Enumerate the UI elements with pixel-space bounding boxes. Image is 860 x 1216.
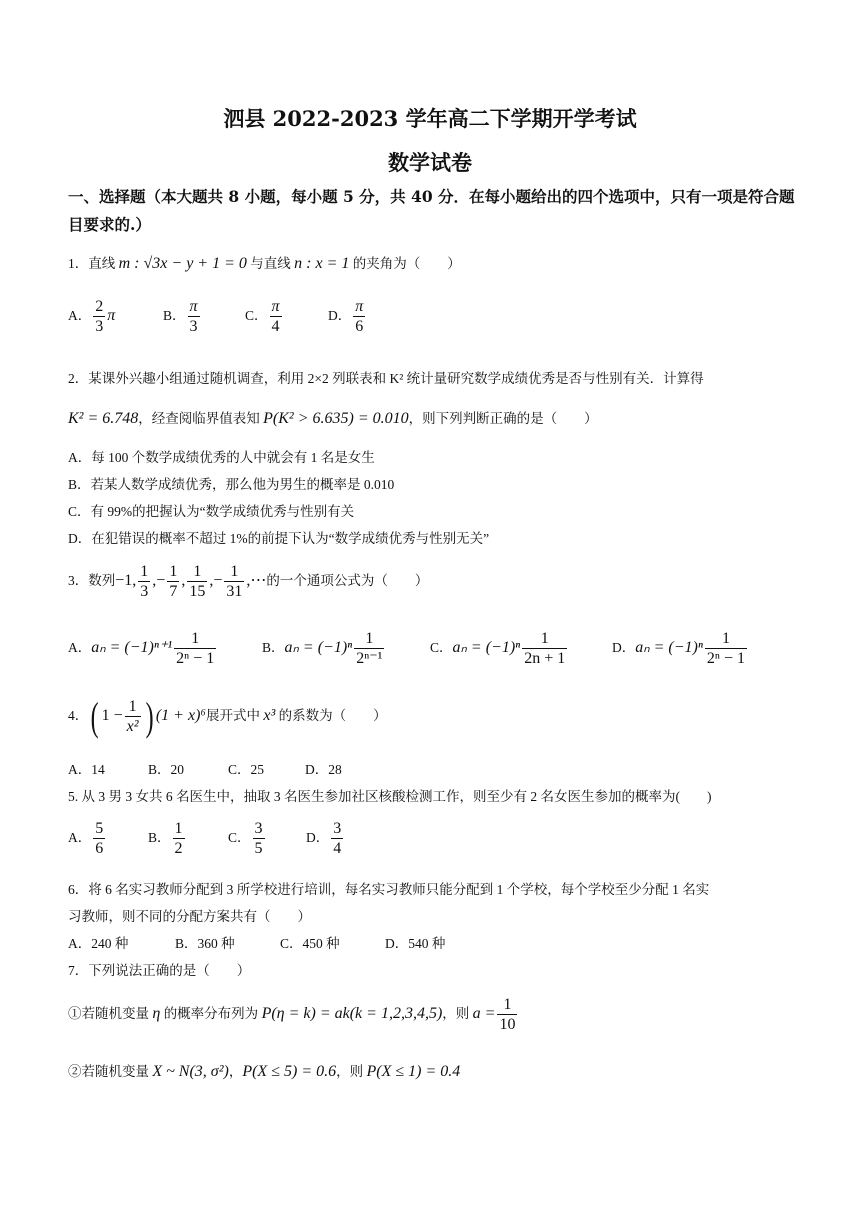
numerator: 1 [193, 563, 202, 580]
q6-option-a: A．240 种 [68, 936, 129, 951]
denominator: 2 [174, 840, 183, 857]
numerator: π [271, 298, 280, 315]
numerator: 1 [721, 630, 730, 647]
option-label: B． [163, 308, 186, 324]
option-label: C． [228, 830, 251, 846]
q6-option-c: C．450 种 [280, 936, 340, 951]
q3-option-b [262, 630, 386, 668]
question-1-number: 1．直线 [68, 256, 119, 271]
sequence-fraction [138, 563, 150, 601]
formula-lhs: aₙ = (−1)ⁿ⁺¹ [91, 639, 173, 657]
question-4-text: 展开式中 [205, 708, 264, 724]
exam-title: 泗县 2022-2023 学年高二下学期开学考试 [223, 106, 637, 131]
denominator: 3 [140, 583, 149, 600]
denominator: 2ⁿ − 1 [176, 650, 215, 667]
sequence-fraction [224, 563, 244, 601]
question-2-text-end: ，则下列判断正确的是（ ） [408, 411, 598, 426]
q3-option-a [68, 630, 218, 668]
statement-text: ②若随机变量 [68, 1064, 153, 1079]
question-4-number: 4． [68, 708, 89, 724]
question-3-text-end: 的一个通项公式为（ ） [266, 573, 429, 589]
x-cubed: x³ [263, 707, 276, 725]
q2-option-b: B．若某人数学成绩优秀，那么他为男生的概率是 0.010 [68, 477, 395, 492]
question-3: 3．数列−1, $\frac{1}{3}$ ,− $\frac{1}{7}$ , $\frac{1}{15}$ ,− $\frac{1}{31}$ ,⋯的一个通项公式为（ ） [68, 563, 429, 600]
numerator: 1 [365, 630, 374, 647]
sequence-ellipsis: ,⋯ [246, 572, 267, 590]
numerator: 3 [333, 820, 342, 837]
option-label: A． [68, 308, 92, 324]
fraction [93, 298, 105, 336]
question-3-number: 3．数列 [68, 573, 116, 589]
option-label: D． [612, 640, 636, 656]
fraction [354, 630, 384, 668]
question-6-line-1: 6．将 6 名实习教师分配到 3 所学校进行培训，每名实习教师只能分配到 1 个学校，每个学校至少分配 1 名实 [68, 882, 710, 897]
q5-option-b [148, 820, 187, 858]
q7-statement-2 [68, 1060, 460, 1081]
q5-option-a [68, 820, 107, 858]
question-1-text-end: 的夹角为（ ） [349, 256, 461, 271]
probability-5: P(X ≤ 5) = 0.6 [242, 1063, 337, 1080]
expression-left: 1 − [101, 707, 123, 725]
expression-right: (1 + x)⁶ [155, 707, 206, 725]
statement-text: ，则 [336, 1064, 367, 1079]
q5-option-c [228, 820, 267, 858]
statement-text: ①若随机变量 [68, 1006, 153, 1022]
formula-lhs: aₙ = (−1)ⁿ [452, 639, 521, 657]
q2-option-c: C．有 99%的把握认为“数学成绩优秀与性别有关 [68, 504, 355, 519]
option-label: A． [68, 640, 92, 656]
denominator: 6 [355, 318, 364, 335]
denominator: 2ⁿ⁻¹ [356, 650, 383, 667]
fraction [173, 820, 185, 858]
q4-option-d: D．28 [305, 762, 342, 777]
denominator: x² [126, 718, 139, 735]
fraction [522, 630, 567, 668]
fraction [270, 298, 282, 336]
fraction [174, 630, 216, 668]
fraction [705, 630, 747, 668]
fraction [331, 820, 343, 858]
q1-option-a [68, 298, 115, 336]
right-paren: ) [145, 694, 154, 739]
numerator: π [189, 298, 198, 315]
numerator: 1 [174, 820, 183, 837]
numerator: 1 [230, 563, 239, 580]
option-label: C． [245, 308, 268, 324]
k2-value: K² = 6.748 [68, 410, 139, 427]
denominator: 4 [271, 318, 280, 335]
exam-subtitle: 数学试卷 [388, 150, 472, 175]
q1-option-c [245, 298, 284, 336]
denominator: 15 [189, 583, 206, 600]
statement-text: 的概率分布列为 [160, 1006, 262, 1022]
denominator: 5 [254, 840, 263, 857]
q4-option-b: B．20 [148, 762, 185, 777]
denominator: 31 [226, 583, 243, 600]
q6-option-d: D．540 种 [385, 936, 446, 951]
numerator: 1 [128, 698, 137, 715]
line-n-equation: n : x = 1 [294, 255, 350, 272]
option-label: C． [430, 640, 453, 656]
denominator: 10 [499, 1016, 516, 1033]
formula-lhs: aₙ = (−1)ⁿ [284, 639, 353, 657]
fraction [353, 298, 365, 336]
numerator: 1 [540, 630, 549, 647]
a-equals: a = [472, 1005, 496, 1023]
denominator: 6 [95, 840, 104, 857]
question-1-text: 与直线 [246, 256, 295, 271]
q1-option-b [163, 298, 202, 336]
numerator: π [355, 298, 364, 315]
question-2-text: ，经查阅临界值表知 [138, 411, 264, 426]
numerator: 5 [95, 820, 104, 837]
q3-option-c [430, 630, 569, 668]
question-2-line-2 [68, 407, 598, 428]
question-6-line-2: 习教师，则不同的分配方案共有（ ） [68, 909, 311, 924]
sequence-fraction [187, 563, 207, 601]
denominator: 2ⁿ − 1 [706, 650, 745, 667]
q2-option-d: D．在犯错误的概率不超过 1%的前提下认为“数学成绩优秀与性别无关” [68, 531, 490, 546]
denominator: 2n + 1 [524, 650, 566, 667]
question-4 [68, 694, 387, 739]
numerator: 1 [191, 630, 200, 647]
q2-option-a: A．每 100 个数学成绩优秀的人中就会有 1 名是女生 [68, 450, 375, 465]
probability-expression: P(K² > 6.635) = 0.010 [263, 410, 409, 427]
separator: ， [228, 1064, 243, 1079]
formula-lhs: aₙ = (−1)ⁿ [635, 639, 703, 657]
sign: − [213, 572, 223, 590]
numerator: 2 [95, 298, 104, 315]
numerator: 1 [140, 563, 149, 580]
option-label: B． [148, 830, 171, 846]
sequence-fraction [167, 563, 179, 601]
numerator: 3 [254, 820, 263, 837]
question-1 [68, 252, 461, 273]
distribution-expression: P(η = k) = ak(k = 1,2,3,4,5) [261, 1005, 443, 1023]
option-label: D． [306, 830, 330, 846]
fraction [253, 820, 265, 858]
sign: − [156, 572, 166, 590]
q6-option-b: B．360 种 [175, 936, 235, 951]
q4-option-c: C．25 [228, 762, 265, 777]
option-label: D． [328, 308, 352, 324]
numerator: 1 [169, 563, 178, 580]
normal-distribution: X ~ N(3, σ²) [152, 1063, 229, 1080]
denominator: 7 [169, 583, 178, 600]
question-2-line-1: 2．某课外兴趣小组通过随机调查，利用 2×2 列联表和 K² 统计量研究数学成绩优秀是否与性别有关．计算得 [68, 371, 704, 386]
denominator: 4 [333, 840, 342, 857]
line-m-equation: m : √3x − y + 1 = 0 [118, 255, 247, 272]
left-paren: ( [90, 694, 99, 739]
q7-statement-1 [68, 996, 519, 1034]
q3-option-d [612, 630, 749, 668]
question-4-text-end: 的系数为（ ） [275, 708, 387, 724]
option-label: B． [262, 640, 285, 656]
question-5: 5. 从 3 男 3 女共 6 名医生中，抽取 3 名医生参加社区核酸检测工作，则至少有 2 名女医生参加的概率为( ) [68, 789, 712, 804]
question-7: 7．下列说法正确的是（ ） [68, 963, 251, 978]
sequence-term: −1, [115, 572, 137, 590]
probability-1: P(X ≤ 1) = 0.4 [366, 1063, 461, 1080]
fraction [188, 298, 200, 336]
q5-option-d [306, 820, 345, 858]
pi-symbol: π [107, 307, 116, 325]
option-label: A． [68, 830, 92, 846]
numerator: 1 [503, 996, 512, 1013]
q4-option-a: A．14 [68, 762, 105, 777]
fraction [93, 820, 105, 858]
section-heading: 一、选择题（本大题共 8 小题，每小题 5 分，共 40 分．在每小题给出的四个选项中，只有一项是符合题目要求的.） [68, 187, 795, 234]
fraction [497, 996, 517, 1034]
denominator: 3 [189, 318, 198, 335]
fraction [125, 698, 141, 736]
eta-variable: η [152, 1005, 161, 1023]
denominator: 3 [95, 318, 104, 335]
statement-text: ，则 [442, 1006, 473, 1022]
q1-option-d [328, 298, 367, 336]
